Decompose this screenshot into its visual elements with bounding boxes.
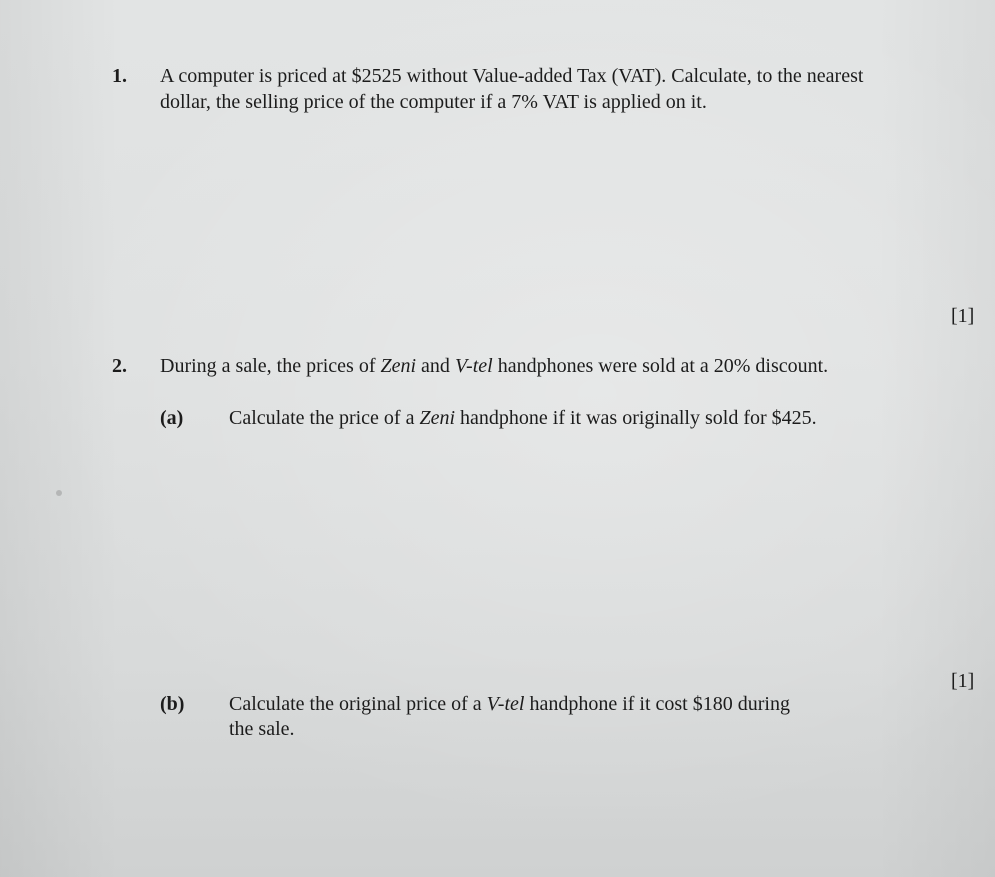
question-1-line-2: dollar, the selling price of the computer if a 7% VAT is applied on it. bbox=[160, 91, 707, 113]
question-1-marks: [1] bbox=[951, 305, 975, 327]
question-2-stem-text-2: and bbox=[416, 355, 455, 377]
question-2-brand-vtel: V-tel bbox=[454, 355, 493, 377]
part-a-text-1: Calculate the price of a bbox=[229, 407, 420, 429]
question-2-number: 2. bbox=[112, 355, 127, 377]
paper-speck bbox=[56, 490, 62, 496]
part-b-brand: V-tel bbox=[486, 693, 525, 715]
part-a-text-2: handphone if it was originally sold for $425. bbox=[455, 407, 817, 429]
part-b-label: (b) bbox=[160, 693, 185, 715]
part-a-label: (a) bbox=[160, 407, 184, 429]
question-2-stem-text-3: handphones were sold at a 20% discount. bbox=[492, 355, 829, 377]
question-2-stem bbox=[160, 354, 828, 379]
question-1-number: 1. bbox=[112, 65, 127, 87]
part-b-line-2: the sale. bbox=[229, 718, 295, 740]
part-a-marks: [1] bbox=[951, 670, 975, 692]
part-b-text-1: Calculate the original price of a bbox=[229, 693, 487, 715]
part-b-line-1 bbox=[229, 692, 790, 717]
question-1-line-1: A computer is priced at $2525 without Value-added Tax (VAT). Calculate, to the nearest bbox=[160, 65, 864, 87]
part-a-brand: Zeni bbox=[419, 407, 456, 429]
part-b-text-2: handphone if it cost $180 during bbox=[524, 693, 790, 715]
part-a-text bbox=[229, 406, 817, 431]
question-2-brand-zeni: Zeni bbox=[380, 355, 417, 377]
question-2-stem-text-1: During a sale, the prices of bbox=[160, 355, 381, 377]
